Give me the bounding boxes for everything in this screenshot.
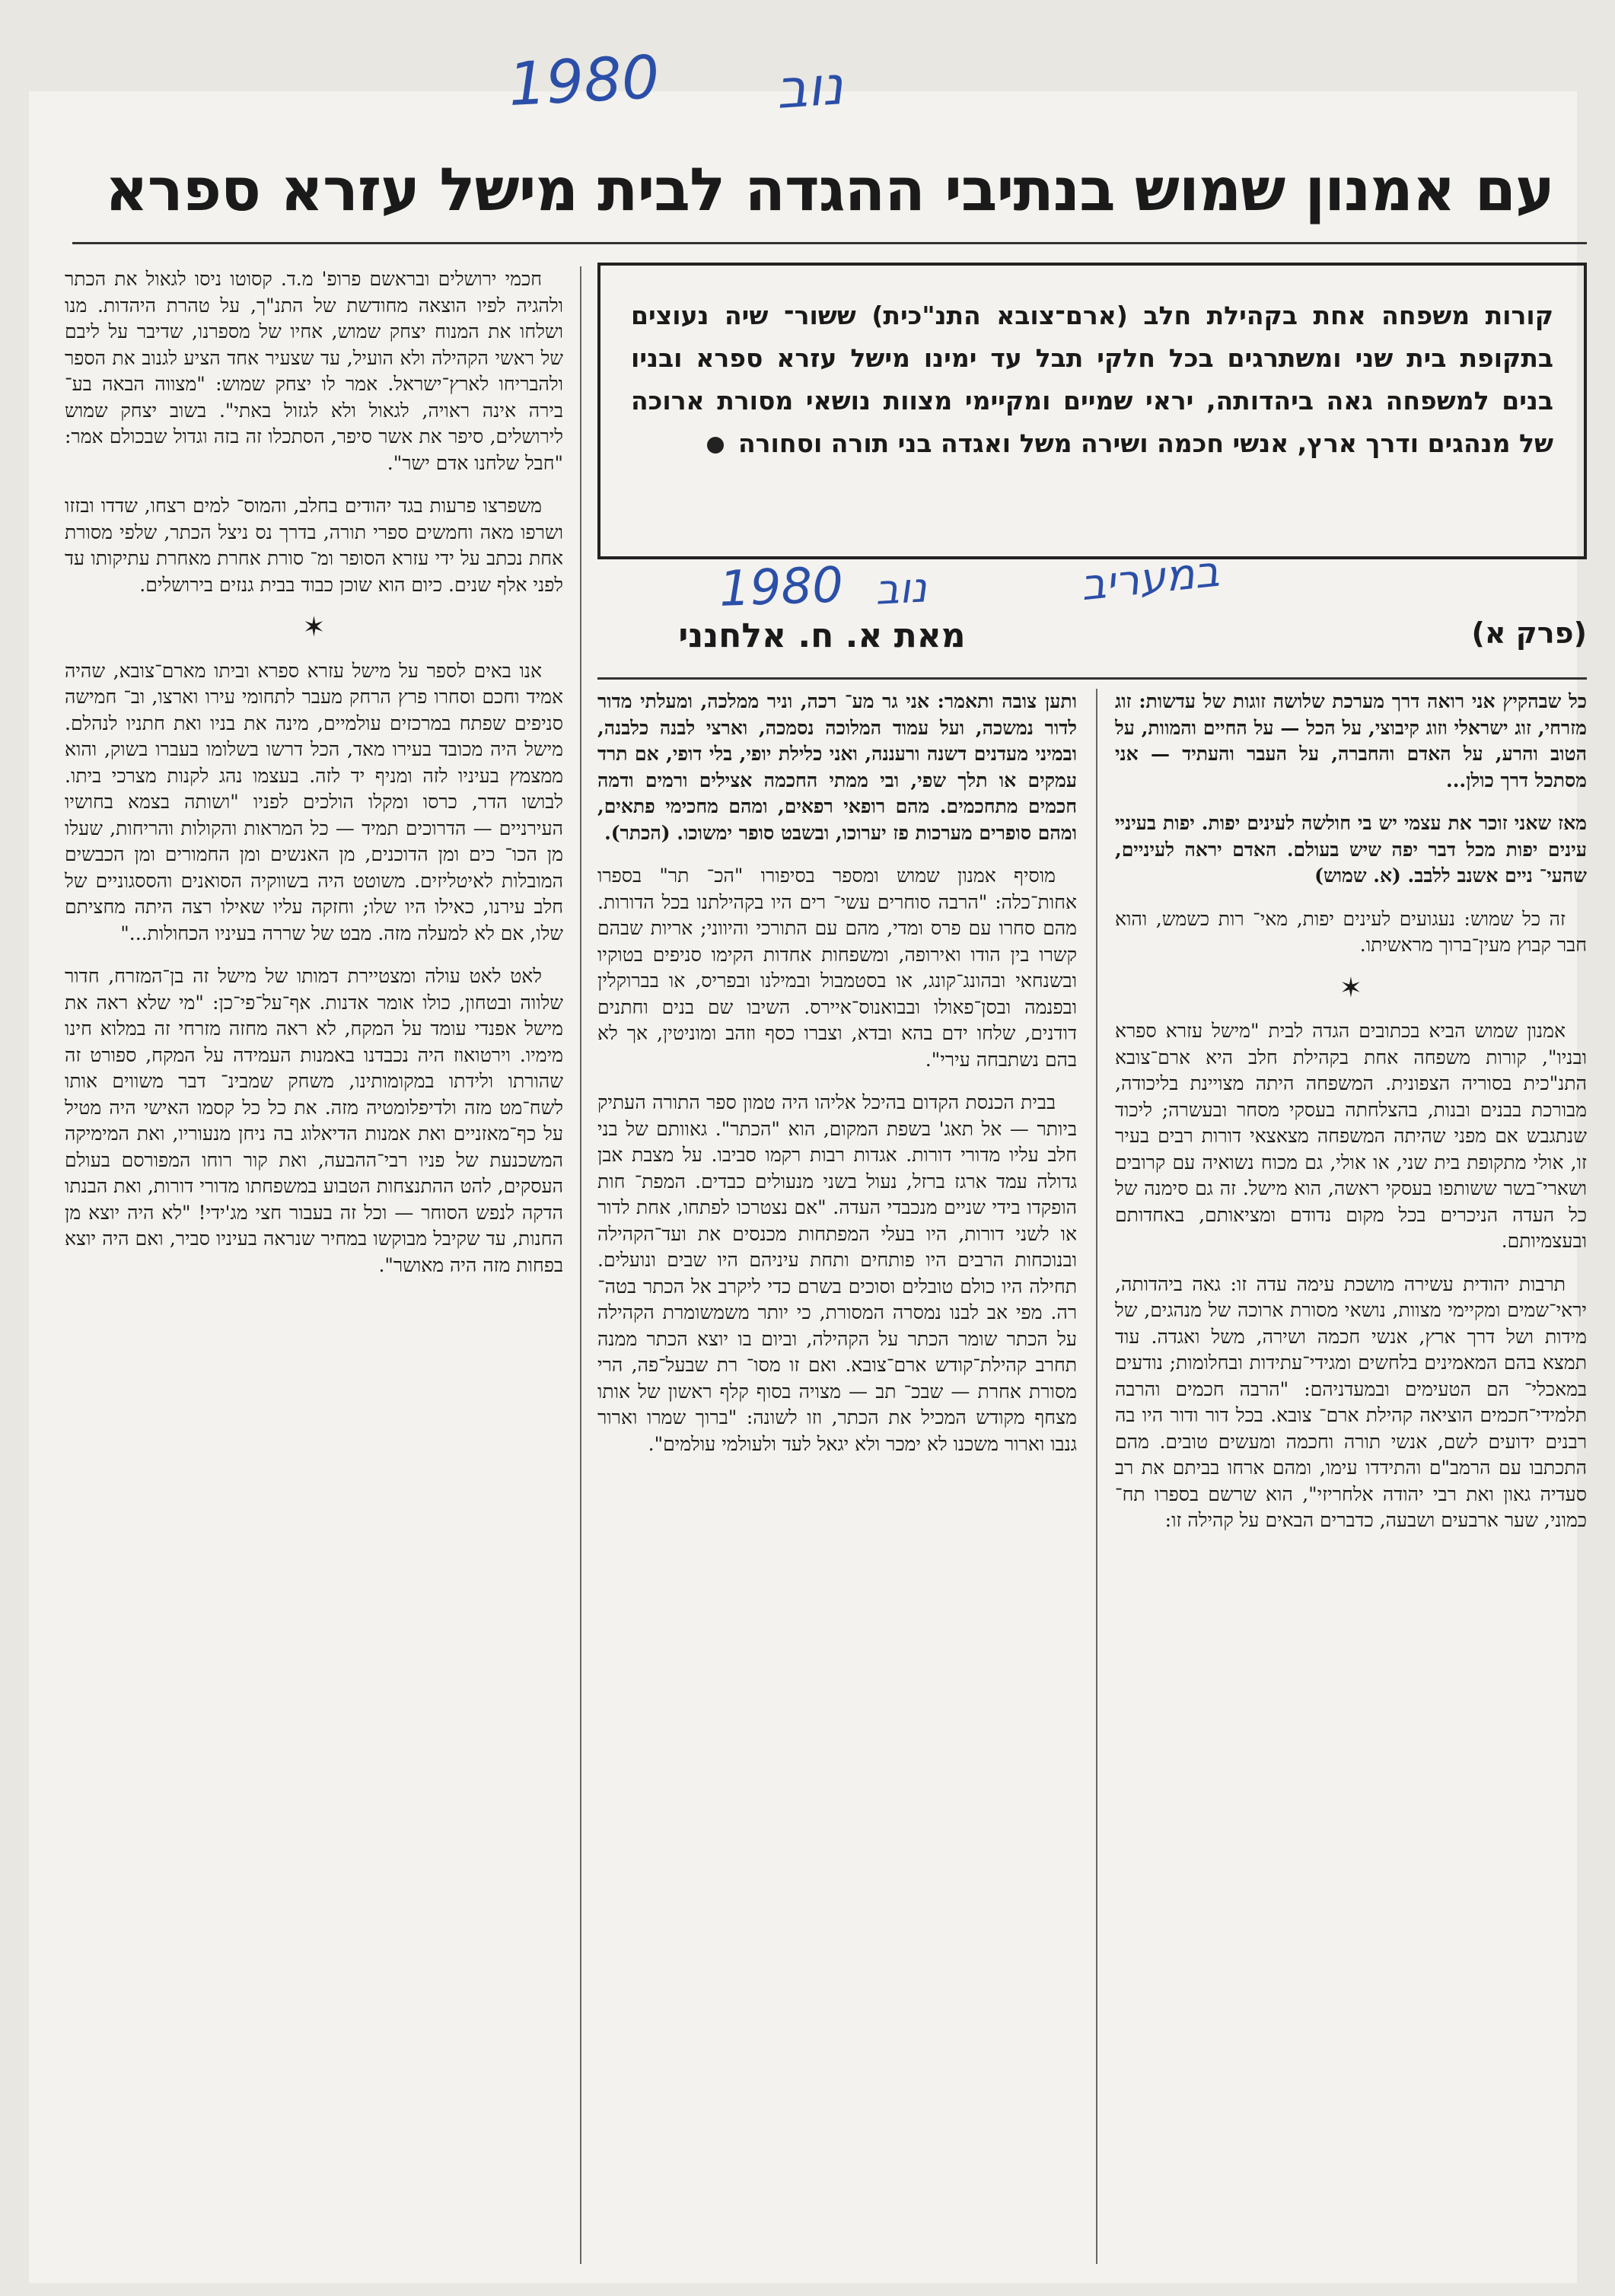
quote-paragraph: ותען צובה ותאמר: אני גר מע־ רכה, וניר ממלכה, ומעלתי מדור לדור נמשכה, ועל עמוד המלוכה נסמכה, וארצי לבנה כלבנה, ובמיני מעדנים דשנה ורעננה, ואני כלילת יופי, בלי דופי, אם תרד עמקים או תלך שפי, ובי ממתי החכמה אצילים ורמים ודמה חכמים מתחכמים. מהם רופאי רפאים, ומהם מחכימי פתאים, ומהם סופרים מערכות פז יערוכו, ובשבט סופר ימשוכו. (הכתר). — [597, 690, 1077, 844]
column-divider — [1096, 689, 1097, 2264]
column-middle — [597, 689, 1077, 2264]
paragraph: חכמי ירושלים ובראשם פרופ' מ.ד. קסוטו ניסו לגאול את הכתר ולהגיה לפיו הוצאה מחודשת של התנ"ך, על טהרת היהדות. מנו ושלחו את המנוח יצחק שמוש, אחיו של מספרנו, שדיבר על ליבם של ראשי הקהילה ולא הועיל, עד שצעיר אחד הציע לגנוב את הספר ולהבריחו לארץ־ישראל. אמר לו יצחק שמוש: "מצווה הבאה בע־ בירה אינה ראויה, לגאול ולא לגזול באתי". בשוב יצחק שמוש לירושלים, סיפר את אשר סיפר, הסתכלו זה בזה וגדול שבכולם אמר: "חבל שלחנו אדם ישר". — [65, 268, 563, 474]
quote-paragraph: מאז שאני זוכר את עצמי יש בי חולשה לעינים יפות. יפות בעיניי עינים יפות מכל דבר יפה שיש בעולם. האדם יראה לעיניים, שהעי־ ניים אשנב ללבב. (א. שמוש) — [1115, 812, 1587, 887]
paragraph: אנו באים לספר על מישל עזרא ספרא וביתו מארם־צובא, שהיה אמיד וחכם וסחרו פרץ הרחק מעבר לתחומי עירו וארצו, וב־ חמישה סניפים שפתח במרכזים עולמיים, מינה את בניו ואת חתניו לנהלם. מישל היה מכובד בעירו מאד, הכל דרשו בשלומו בעברו בשוק, והוא ממצמץ בעיניו לזה ומניף יד לזה. בעצמו נהג לקנות מצרכי ביתו. לבושו הדר, כרסו ומקלו הולכים לפניו "ושותה בצמא בחושיו העירניים — הדרוכים תמיד — כל המראות והקולות והריחות, שעלו מן הכו־ כים ומן הדוכנים, מן האנשים ומן החמורים ומן הכבשים המובלות לאיטליזים. משוטט היה בשווקיה הסואנים והססגוניים של חלב עירנו, כאילו היו שלו; וחזקה עליו שאילו רצה היתה מחציתם שלו, אם לא למעלה מזה. מבט של שררה בעיניו הכחולות..." — [65, 659, 563, 944]
paragraph: זה כל שמוש: נעגועים לעינים יפות, מאי־ רות כשמש, והוא חבר קבוץ מעין־ברוך מראשיתו. — [1115, 907, 1587, 956]
chapter-label: (פרק א) — [1471, 616, 1587, 650]
paragraph: משפרצו פרעות בגד יהודים בחלב, והמוס־ למים רצחו, שדדו ובזזו ושרפו מאה וחמשים ספרי תורה, בדרך נס ניצל הכתר, שלפי מסורת אחת נכתב על ידי עזרא הסופר ומ־ סורת אחרת מאחרת עתיקותו עד לפני אלף שנים. כיום הוא שוכן כבוד בבית גנזים בירושלים. — [65, 495, 563, 596]
column-left — [65, 266, 563, 2264]
handwritten-source-note: במעריב — [1078, 546, 1222, 611]
column-right — [1115, 689, 1587, 2264]
column-divider — [580, 266, 581, 2264]
paragraph: תרבות יהודית עשירה מושכת עימה עדה זו: גאה ביהדותה, יראי־שמים ומקיימי מצוות, נושאי מסורת ארוכה של מנהגים, של מידות ושל דרך ארץ, אנשי חכמה ושירה, משל ואגדה. עוד תמצא בהם המאמינים בלחשים ומגידי־עתידות ובחלומות; נודעים במאכלי־ הם הטעימים ובמעדניהם: "הרבה חכמים והרבה תלמידי־חכמים הוציאה קהילת ארם־ צובא. בכל דור ודור היו בה רבנים ידועים לשם, אנשי תורה וחכמה ומעשים טובים. מהם התכתבו עם הרמב"ם והתידדו עימו, ומהם ארחו בביתם את רב סעדיה גאון ואת רבי יהודה אלחריזי", הוא שרשם בספרו תח־ כמוני, שער ארבעים ושבעה, כדברים הבאים על קהילה זו: — [1115, 1272, 1587, 1531]
handwritten-mark-mid: נוב — [874, 563, 929, 614]
star-separator-icon: ✶ — [302, 612, 326, 643]
bullet-dot-icon — [707, 437, 724, 454]
paragraph: לאט לאט עולה ומצטיירת דמותו של מישל זה בן־המזרח, חדור שלווה ובטחון, כולו אומר אדנות. אף־על־פי־כן: "מי שלא ראה את מישל אפנדי עומד על המקח, לא ראה מחזה מזרחי זה במלוא חינו מימיו. וירטואוז היה נכבדנו באמנות העמידה על המקח, ספורט זה שהורתו ולידתו במקומותינו, משחק שמבינ־ דבר משווים אותו לשח־מט מזה ולדיפלומטיה מזה. את כל כל קסמו האישי היה מטיל על כף־מאזניים ואת אמנות הדיאלוג בה ניחן מנעוריו, ואת המימיקה המשכנעת של פניו רבי־ההבעה, ואת קור רוחו המפורסם בעולם העסקים, להט ההתנצחות הטבוע במשפחתו מדורי דורות, ואת הבנתו הדקה לנפש הסוחר — וכל זה בעבור חצי מג'ידי! "לא היה יוצא מן החנות, עד שקיבל מבוקשו במחיר שנראה בעיניו סביר, ואם היה יוצא בפחות מזה היה מאושר". — [65, 965, 563, 1276]
paragraph: בבית הכנסת הקדום בהיכל אליהו היה טמון ספר התורה העתיק ביותר — אל תאג' בשפת המקום, הוא "הכתר". גאוותם של בני חלב עליו מדורי דורות. אגדות רבות רקמו סביבו. על מצבת אבן גדולה עמד ארגז ברזל, נעול בשני מנעולים כבדים. המפת־ חות הופקדו בידי שניים מנכבדי העדה. "אם נצטרכו לפתחו, אחת לדור או לשני דורות, היו בעלי המפתחות מכנסים את ועד־הקהילה ובנוכחות הרבים היו פותחים ותחת עיניהם היו שבים ונועלים. תחילה היו כולם טובלים וסוכים בשרם כדי ליקרב אל הכתר בטה־ רה. מפי אב לבנו נמסרה המסורת, כי יותר משמשומרת הקהילה על הכתר שומר הכתר על הקהילה, וביום בו יוצא הכתר ממנה תחרב קהילת־קודש ארם־צובא. ואם זו מסו־ רת שבעל־פה, הרי מסורת אחרת — שבכ־ תב — מצויה בסוף קלף ראשון של אותו מצחף מקודש המכיל את הכתר, וזו לשונה: "ברוך שמרו וארור גנבו וארור משכנו לא ימכר ולא יגאל לעד ולעולמי עולמים". — [597, 1091, 1077, 1455]
paragraph: מוסיף אמנון שמוש ומספר בסיפורו "הכ־ תר" בספרו אחות־כלה: "הרבה סוחרים עשי־ רים היו בקהילתנו בכל הדורות. מהם סחרו עם פרס ומדי, מהם עם התורכי והיווני; אריות שבהם קשרו בין הודו ואירופה, ומשפחות אחדות הקימו סניפים בטוקיו ובשנחאי ובהונג־קונג, או בסטמבול ובמילנו ובפריס, או בברוקלין ובפנמה ובסן־פאולו ובבואנוס־איירס. השיבו שם בנים וחתנים דודנים, שלחו ידם בהא ובדא, וצברו כסף וזהב ומוניטין, אך לא בהם נשתבחה עירי". — [597, 865, 1077, 1071]
summary-text: קורות משפחה אחת בקהילת חלב (ארם־צובא התנ"כית) ששור־ שיה נעוצים בתקופת בית שני ומשתרגים בכל חלקי תבל עד ימינו מישל עזרא ספרא ובניו בנים למשפחה גאה ביהדותה, יראי שמיים ומקיימי מצוות נושאי מסורת ארוכה של מנהגים ודרך ארץ, אנשי חכמה ושירה משל ואגדה בני תורה וסחורה — [631, 301, 1553, 458]
handwritten-year-mid: 1980 — [718, 557, 845, 618]
handwritten-mark-top: נוב — [774, 54, 846, 121]
byline-rule — [597, 677, 1587, 680]
handwritten-year-top: 1980 — [506, 43, 661, 120]
intro-paragraph: כל שבהקיץ אני רואה דרך מערכת שלושה זוגות של עדשות: זוג מזרחי, זוג ישראלי וזוג קיבוצי, על הכל — על החיים והמוות, על הטוב והרע, על האדם והחברה, על העבר והעתיד — אני מסתכל דרך כולן... — [1115, 690, 1587, 791]
article-headline: עם אמנון שמוש בנתיבי ההגדה לבית מישל עזרא ספרא — [104, 156, 1555, 225]
headline-rule — [72, 242, 1587, 244]
summary-box — [597, 263, 1587, 559]
paragraph: אמנון שמוש הביא בכתובים הגדה לבית "מישל עזרא ספרא ובניו", קורות משפחה אחת בקהילת חלב היא ארם־צובא התנ"כית בסוריה הצפונית. המשפחה היתה מצויינת בליכודה, מבורכת בבנים ובנות, בהצלחתה בעסקי מסחר ובעשרה; ליכוד שנתגבש אם מפני שהיתה המשפחה מצאצאי דורות רבים בעיר זו, אולי מתקופת בית שני, או אולי, גם מכוח נשואיה עם קרובים ושארי־בשר ששותפו בעסקי ראשה, הוא מישל. זה גם סימנה של כל העדה הניכרים בכל מקום נדודם ומציאותם, באחדותם ובעצמיותם. — [1115, 1020, 1587, 1252]
star-separator-icon: ✶ — [1339, 972, 1363, 1004]
byline: מאת א. ח. אלחנני — [678, 616, 966, 655]
